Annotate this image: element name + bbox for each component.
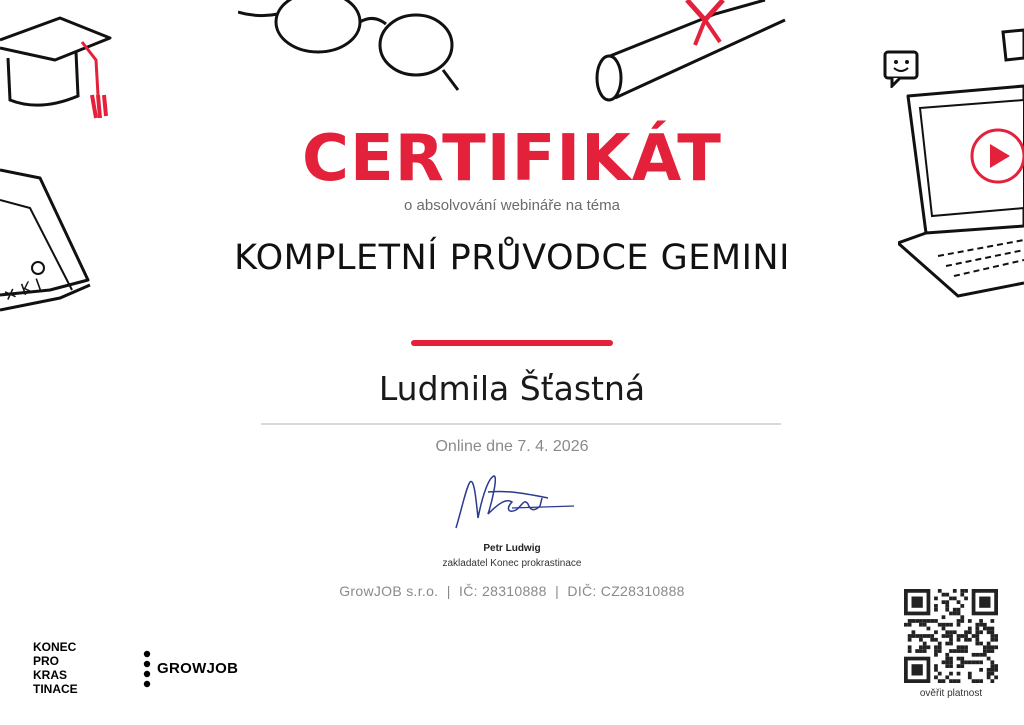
diploma-scroll-icon — [595, 0, 795, 110]
logo-line: TINACE — [33, 682, 78, 696]
qr-code[interactable] — [904, 589, 998, 683]
webinar-date: Online dne 7. 4. 2026 — [435, 438, 589, 455]
certificate-title: CERTIFIKÁT — [302, 122, 722, 196]
signatory-name: Petr Ludwig — [483, 543, 541, 554]
signatory-role: zakladatel Konec prokrastinace — [442, 558, 582, 569]
logo-line: PRO — [33, 654, 60, 668]
glasses-icon — [238, 0, 463, 95]
svg-text:✕ K I: ✕ K I — [0, 274, 44, 306]
signature-icon — [448, 468, 578, 532]
logo-line: KRAS — [33, 668, 68, 682]
webinar-topic: KOMPLETNÍ PRŮVODCE GEMINI — [234, 238, 790, 278]
konec-prokrastinace-logo — [33, 640, 78, 696]
growjob-dots-icon — [143, 650, 151, 690]
growjob-logo: GROWJOB — [157, 660, 239, 677]
verify-validity-link[interactable]: ověřit platnost — [919, 688, 983, 699]
certificate-subtitle: o absolvování webináře na téma — [404, 197, 620, 214]
accent-divider — [411, 340, 613, 346]
company-info: GrowJOB s.r.o. | IČ: 28310888 | DIČ: CZ28310888 — [339, 583, 685, 599]
graduation-cap-icon — [0, 0, 120, 130]
logo-line: KONEC — [33, 640, 77, 654]
participant-name: Ludmila Šťastná — [378, 369, 646, 408]
name-underline — [261, 423, 781, 425]
